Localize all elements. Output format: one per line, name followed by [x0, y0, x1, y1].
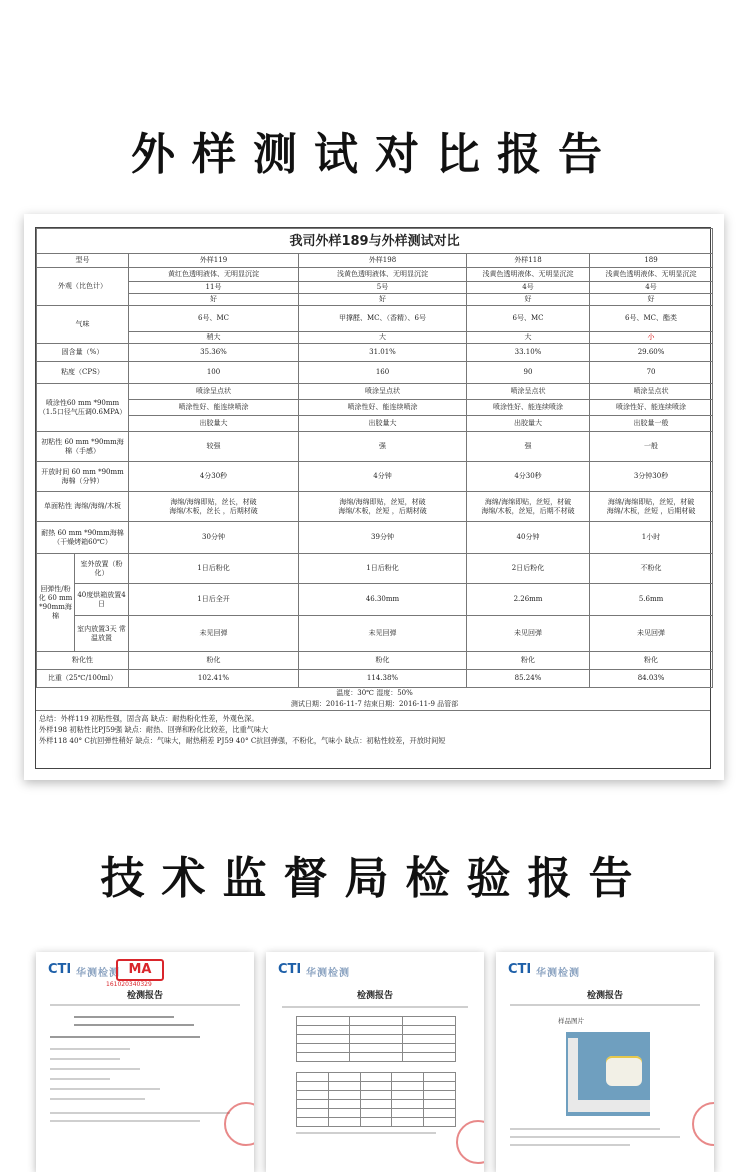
test-conditions: 温度：30℃ 湿度：50% [37, 688, 713, 699]
table-cell: 喷涂性好、能连续喷涂 [129, 400, 299, 416]
table-cell: 5.6mm [590, 584, 713, 616]
conditions-row [37, 688, 713, 699]
table-cell: 未见回弹 [467, 616, 590, 652]
table-cell: 好 [467, 294, 590, 306]
table-cell-pair [129, 492, 299, 522]
table-cell: 浅黄色透明液体、无明显沉淀 [590, 268, 713, 282]
table-cell: 强 [299, 432, 467, 462]
table-cell: 6号、MC [467, 306, 590, 332]
ruler [568, 1100, 650, 1112]
text-line [282, 1006, 468, 1008]
cell-line: 海绵/木板，丝短 ，后期材破 [338, 506, 427, 515]
table-row [37, 492, 713, 522]
table-cell: 喷涂性好、能连续喷涂 [590, 400, 713, 416]
table-row [37, 462, 713, 492]
text-line [50, 1078, 110, 1080]
table-cell: 4分30秒 [467, 462, 590, 492]
table-row [37, 584, 713, 616]
cti-logo-text: 华测检测 [76, 968, 120, 979]
table-cell: 46.30mm [299, 584, 467, 616]
cti-logo: CTI [48, 962, 72, 977]
certificate-title: 检测报告 [126, 991, 163, 1001]
cell-line: 海绵/海绵即贴，丝短，材破 [607, 497, 695, 506]
table-cell: 33.10% [467, 344, 590, 362]
table-cell: 粉化 [590, 652, 713, 670]
table-cell: 喷涂呈点状 [590, 384, 713, 400]
table-cell: 出胶量大 [129, 416, 299, 432]
table-row [37, 652, 713, 670]
row-label: 开放时间 60 mm *90mm海棉（分钟） [37, 462, 129, 492]
summary-line: 外样118 40° C抗回弹性稍好 缺点：气味大，耐热稍差 PJ59 40° C抗回弹强，不粉化，气味小 缺点：初粘性较差，开放时间短 [39, 735, 446, 745]
table-cell: 好 [590, 294, 713, 306]
table-cell: 喷涂性好、能连续喷涂 [467, 400, 590, 416]
cma-number: 161020340329 [106, 981, 152, 988]
table-cell: 出胶量大 [467, 416, 590, 432]
table-cell: 不粉化 [590, 554, 713, 584]
summary-line: 总结：外样119 初粘性强，固含高 缺点：耐热粉化性差，外观色深。 [39, 713, 259, 723]
row-label-group: 回弹性/粉化 60 mm *90mm海棉 [37, 554, 75, 652]
table-row [37, 332, 713, 344]
table-cell: 1日后粉化 [129, 554, 299, 584]
table-cell-pair [467, 492, 590, 522]
table-cell: 浅黄色透明液体、无明显沉淀 [467, 268, 590, 282]
table-cell: 4分30秒 [129, 462, 299, 492]
table-cell: 粉化 [299, 652, 467, 670]
row-label: 初粘性 60 mm *90mm海棉（手感） [37, 432, 129, 462]
cell-line: 海绵/海绵即贴，丝长，材破 [170, 497, 257, 506]
cell-line: 海绵/木板，丝长 ，后期材破 [169, 506, 258, 515]
row-label: 粉化性 [37, 652, 129, 670]
col-header: 外样198 [299, 254, 467, 268]
table-cell: 35.36% [129, 344, 299, 362]
table-cell: 5号 [299, 282, 467, 294]
table-header-row [37, 254, 713, 268]
table-cell: 70 [590, 362, 713, 384]
table-cell: 喷涂性好、能连续喷涂 [299, 400, 467, 416]
table-row [37, 616, 713, 652]
table-cell: 30分钟 [129, 522, 299, 554]
table-cell: 160 [299, 362, 467, 384]
col-header: 外样119 [129, 254, 299, 268]
text-line [50, 1068, 140, 1070]
sample-jar [606, 1056, 642, 1086]
cma-mark: MA [116, 959, 164, 981]
table-cell-pair [299, 492, 467, 522]
comparison-table [36, 228, 713, 710]
cti-logo: CTI [278, 962, 302, 977]
table-cell: 强 [467, 432, 590, 462]
table-cell: 1日后粉化 [299, 554, 467, 584]
table-cell: 31.01% [299, 344, 467, 362]
row-label: 单面粘性 海绵/海绵/木板 [37, 492, 129, 522]
table-cell: 90 [467, 362, 590, 384]
text-line [510, 1144, 630, 1146]
red-stamp [224, 1102, 254, 1146]
text-line [50, 1004, 240, 1006]
certificate-title: 检测报告 [356, 991, 393, 1001]
results-table [296, 1016, 456, 1062]
table-cell: 1小时 [590, 522, 713, 554]
table-cell: 较强 [129, 432, 299, 462]
text-line [510, 1128, 660, 1130]
table-cell: 2.26mm [467, 584, 590, 616]
cell-line: 海绵/海绵即贴，丝短，材破 [339, 497, 426, 506]
table-cell: 黄红色透明液体、无明显沉淀 [129, 268, 299, 282]
table-cell: 40分钟 [467, 522, 590, 554]
table-row [37, 400, 713, 416]
red-stamp [456, 1120, 484, 1164]
row-label: 比重（25℃/100ml） [37, 670, 129, 688]
table-row [37, 306, 713, 332]
table-cell: 好 [299, 294, 467, 306]
table-cell: 1日后全开 [129, 584, 299, 616]
table-row [37, 282, 713, 294]
col-header: 189 [590, 254, 713, 268]
table-cell: 大 [467, 332, 590, 344]
table-cell: 4号 [467, 282, 590, 294]
table-row [37, 294, 713, 306]
certificate-thumbnail-2 [266, 952, 484, 1172]
table-row [37, 432, 713, 462]
text-line [50, 1036, 200, 1038]
page-heading-comparison: 外样测试对比报告 [131, 129, 619, 180]
table-cell: 未见回弹 [129, 616, 299, 652]
table-row [37, 384, 713, 400]
sample-photo-caption: 样品图片 [558, 1017, 584, 1025]
row-label: 固含量（%） [37, 344, 129, 362]
table-cell: 稍大 [129, 332, 299, 344]
cell-line: 海绵/木板，丝短 ，后期材破 [606, 506, 696, 515]
table-cell: 未见回弹 [299, 616, 467, 652]
text-line [50, 1112, 230, 1114]
table-row [37, 416, 713, 432]
table-cell: 大 [299, 332, 467, 344]
cell-line: 海绵/海绵即贴，丝短，材破 [484, 497, 572, 506]
table-row [37, 362, 713, 384]
text-line [74, 1016, 174, 1018]
table-cell: 出胶量大 [299, 416, 467, 432]
table-cell: 好 [129, 294, 299, 306]
table-cell: 3分钟30秒 [590, 462, 713, 492]
table-cell: 4分钟 [299, 462, 467, 492]
dates-row [37, 699, 713, 710]
table-row [37, 268, 713, 282]
table-cell: 粉化 [129, 652, 299, 670]
table-cell-pair [590, 492, 713, 522]
results-table [296, 1072, 456, 1127]
cti-logo: CTI [508, 962, 532, 977]
table-row [37, 344, 713, 362]
table-cell: 一般 [590, 432, 713, 462]
text-line [296, 1132, 436, 1134]
certificate-thumbnail-3 [496, 952, 714, 1172]
text-line [510, 1136, 680, 1138]
table-cell-highlight: 小 [590, 332, 713, 344]
comparison-report-card [24, 214, 724, 780]
text-line [50, 1058, 120, 1060]
table-cell: 喷涂呈点状 [467, 384, 590, 400]
text-line [510, 1004, 700, 1006]
table-cell: 85.24% [467, 670, 590, 688]
row-sublabel: 室外放置（粉化） [75, 554, 129, 584]
row-label: 气味 [37, 306, 129, 344]
row-label: 粘度（CPS） [37, 362, 129, 384]
row-label: 外观（比色计） [37, 268, 129, 306]
table-cell: 4号 [590, 282, 713, 294]
text-line [74, 1024, 194, 1026]
text-line [50, 1120, 200, 1122]
row-label: 喷涂性60 mm *90mm（1.5口径气压调0.6MPA） [37, 384, 129, 432]
text-line [50, 1048, 130, 1050]
table-cell: 102.41% [129, 670, 299, 688]
comparison-table-frame [35, 227, 711, 769]
table-title: 我司外样189与外样测试对比 [37, 229, 713, 254]
table-cell: 浅黄色透明液体、无明显沉淀 [299, 268, 467, 282]
table-cell: 粉化 [467, 652, 590, 670]
page-heading-inspection: 技术监督局检验报告 [100, 853, 650, 904]
col-header: 外样118 [467, 254, 590, 268]
red-stamp [692, 1102, 714, 1146]
table-cell: 未见回弹 [590, 616, 713, 652]
table-cell: 2日后粉化 [467, 554, 590, 584]
table-row [37, 522, 713, 554]
table-cell: 甲撑醛、MC、（香精）、6号 [299, 306, 467, 332]
certificate-title: 检测报告 [586, 991, 623, 1001]
table-cell: 出胶量一般 [590, 416, 713, 432]
row-label: 耐热 60 mm *90mm海棉（干燥烤箱60℃） [37, 522, 129, 554]
table-cell: 114.38% [299, 670, 467, 688]
cell-line: 海绵/木板，丝短，后期不材破 [481, 506, 575, 515]
row-sublabel: 室内放置3天 常温放置 [75, 616, 129, 652]
certificate-thumbnail-1 [36, 952, 254, 1172]
col-header-model: 型号 [37, 254, 129, 268]
table-cell: 84.03% [590, 670, 713, 688]
summary-line: 外样198 初粘性比PJ59强 缺点：耐热、回弹和粉化比较差，比重气味大 [39, 724, 269, 734]
table-cell: 喷涂呈点状 [129, 384, 299, 400]
table-row [37, 670, 713, 688]
table-cell: 6号、MC、酯类 [590, 306, 713, 332]
row-sublabel: 40度烘箱放置4日 [75, 584, 129, 616]
table-cell: 39分钟 [299, 522, 467, 554]
test-dates: 测试日期：2016-11-7 结束日期：2016-11-9 品管部 [290, 699, 459, 708]
table-cell: 29.60% [590, 344, 713, 362]
table-cell: 喷涂呈点状 [299, 384, 467, 400]
cti-logo-text: 华测检测 [536, 968, 580, 979]
cti-logo-text: 华测检测 [306, 968, 350, 979]
table-cell: 6号、MC [129, 306, 299, 332]
text-line [50, 1098, 145, 1100]
summary-block [36, 710, 710, 748]
table-row [37, 554, 713, 584]
text-line [50, 1088, 160, 1090]
table-cell: 11号 [129, 282, 299, 294]
ruler [568, 1038, 578, 1108]
table-cell: 100 [129, 362, 299, 384]
